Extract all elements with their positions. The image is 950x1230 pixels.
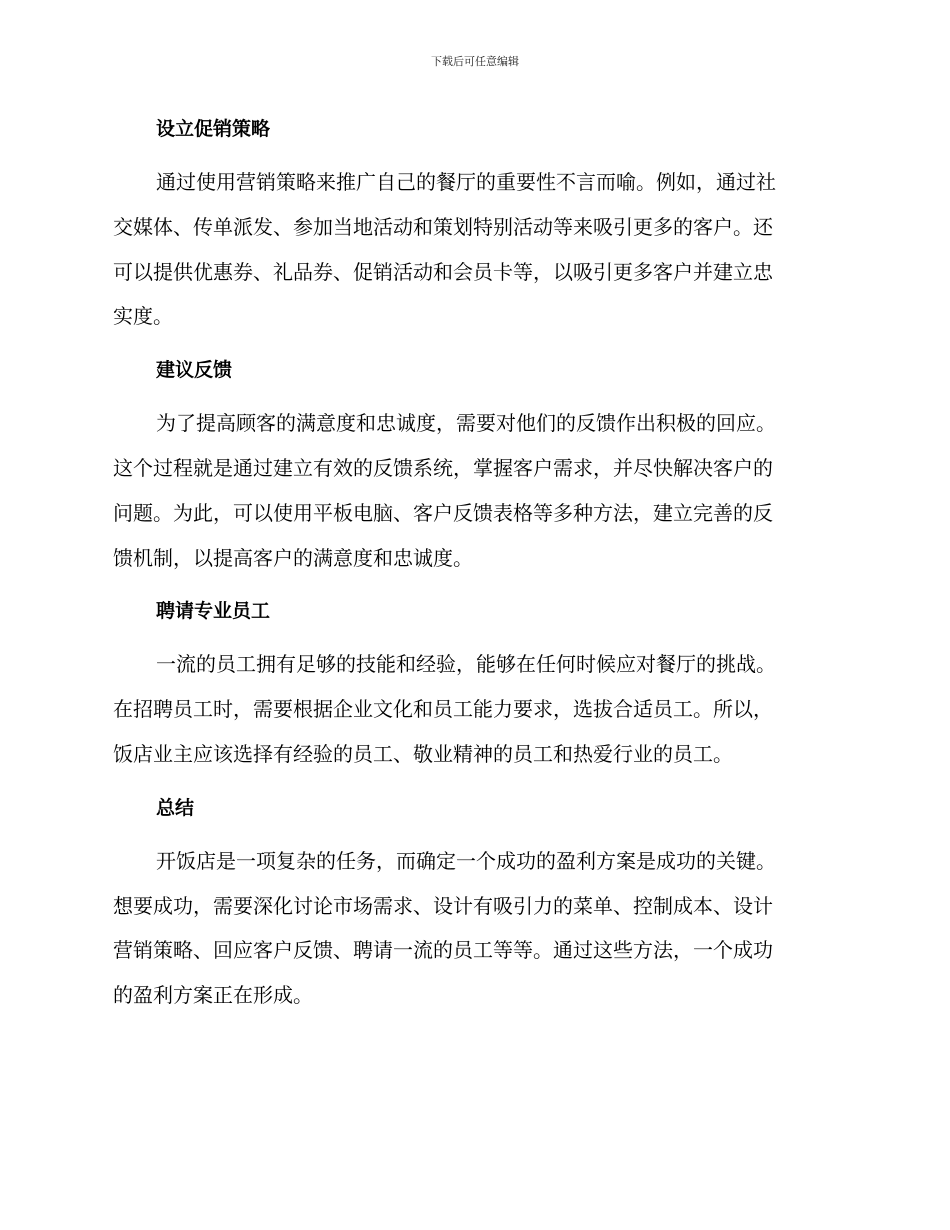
paragraph-line: 的盈利方案正在形成。 (113, 983, 313, 1008)
paragraph-line: 营销策略、回应客户反馈、聘请一流的员工等等。通过这些方法，一个成功 (113, 938, 773, 963)
paragraph-line: 馈机制，以提高客户的满意度和忠诚度。 (113, 545, 473, 570)
section-paragraph (113, 642, 833, 776)
section-heading: 总结 (156, 796, 195, 819)
page-header: 下载后可任意编辑 (431, 55, 519, 68)
section-summary (113, 791, 833, 1018)
paragraph-line: 饭店业主应该选择有经验的员工、敬业精神的员工和热爱行业的员工。 (113, 741, 733, 766)
document-body (113, 112, 833, 1032)
paragraph-line: 实度。 (113, 304, 173, 329)
section-promotion-strategy (113, 112, 833, 339)
section-hire-professional-staff (113, 594, 833, 776)
paragraph-line: 交媒体、传单派发、参加当地活动和策划特别活动等来吸引更多的客户。还 (113, 214, 773, 239)
section-paragraph (113, 401, 833, 580)
section-heading: 设立促销策略 (156, 118, 271, 140)
paragraph-line: 为了提高顾客的满意度和忠诚度，需要对他们的反馈作出积极的回应。 (156, 411, 776, 436)
paragraph-line: 想要成功，需要深化讨论市场需求、设计有吸引力的菜单、控制成本、设计 (113, 893, 773, 918)
paragraph-line: 这个过程就是通过建立有效的反馈系统，掌握客户需求，并尽快解决客户的 (113, 455, 773, 480)
paragraph-line: 问题。为此，可以使用平板电脑、客户反馈表格等多种方法，建立完善的反 (113, 500, 773, 525)
paragraph-line: 通过使用营销策略来推广自己的餐厅的重要性不言而喻。例如，通过社 (156, 170, 776, 194)
section-feedback (113, 353, 833, 580)
paragraph-line: 开饭店是一项复杂的任务，而确定一个成功的盈利方案是成功的关键。 (156, 848, 776, 873)
section-heading: 建议反馈 (156, 359, 233, 382)
paragraph-line: 可以提供优惠券、礼品券、促销活动和会员卡等，以吸引更多客户并建立忠 (113, 259, 773, 284)
paragraph-line: 一流的员工拥有足够的技能和经验，能够在任何时候应对餐厅的挑战。 (156, 652, 776, 677)
paragraph-line: 在招聘员工时，需要根据企业文化和员工能力要求，选拔合适员工。所以， (113, 697, 773, 722)
section-paragraph (113, 160, 833, 339)
section-heading: 聘请专业员工 (156, 600, 271, 623)
section-paragraph (113, 839, 833, 1018)
